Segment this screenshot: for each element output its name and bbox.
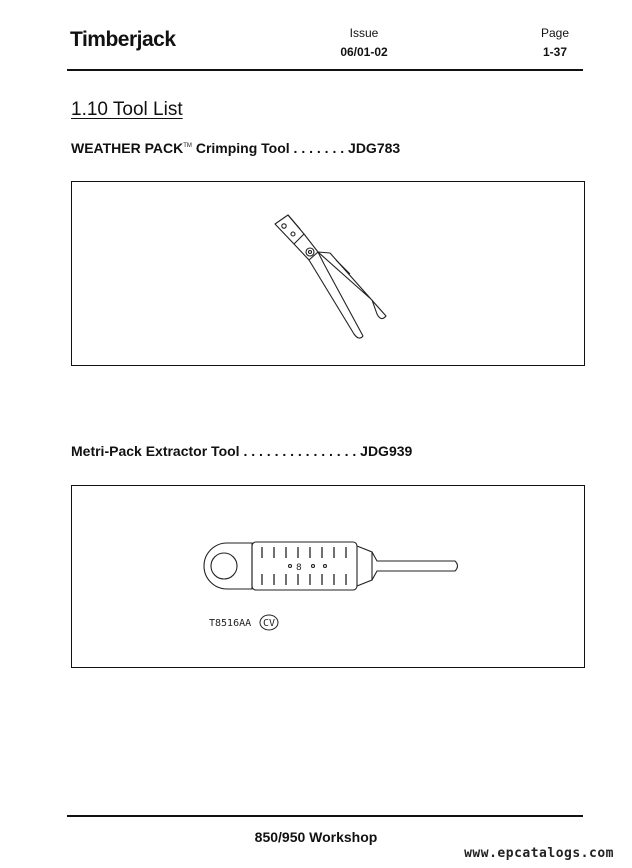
tool-name: Metri-Pack Extractor Tool	[71, 443, 240, 459]
page-label: Page	[540, 26, 570, 40]
dot-leader: . . . . . . .	[289, 140, 349, 156]
tool-heading-crimping	[71, 140, 400, 156]
part-number: JDG939	[360, 443, 413, 459]
brand-logo: Timberjack	[70, 28, 176, 51]
tool-name-suffix: Crimping Tool	[191, 140, 290, 156]
figure-code: T8516AA	[209, 618, 252, 629]
part-number: JDG783	[348, 140, 401, 156]
watermark-link[interactable]: www.epcatalogs.com	[464, 846, 614, 861]
tool-name: WEATHER PACK	[71, 140, 184, 156]
issue-label: Issue	[349, 26, 379, 40]
page-block	[532, 26, 578, 59]
figure-crimping-tool	[71, 181, 585, 366]
issue-value: 06/01-02	[340, 45, 388, 59]
crimping-tool-illustration	[72, 182, 586, 367]
footer-rule	[67, 815, 583, 817]
footer-title: 850/950 Workshop	[254, 829, 378, 845]
dot-leader: . . . . . . . . . . . . . . .	[239, 443, 361, 459]
svg-text:8: 8	[296, 563, 302, 573]
header-rule	[67, 69, 583, 71]
figure-extractor-tool	[71, 485, 585, 668]
extractor-tool-illustration	[72, 486, 586, 669]
section-title: 1.10 Tool List	[71, 99, 183, 120]
issue-block	[336, 26, 392, 59]
trademark-mark: TM	[183, 143, 192, 149]
page-value: 1-37	[542, 45, 568, 59]
tool-heading-extractor	[71, 443, 412, 459]
figure-mark: CV	[262, 618, 276, 629]
